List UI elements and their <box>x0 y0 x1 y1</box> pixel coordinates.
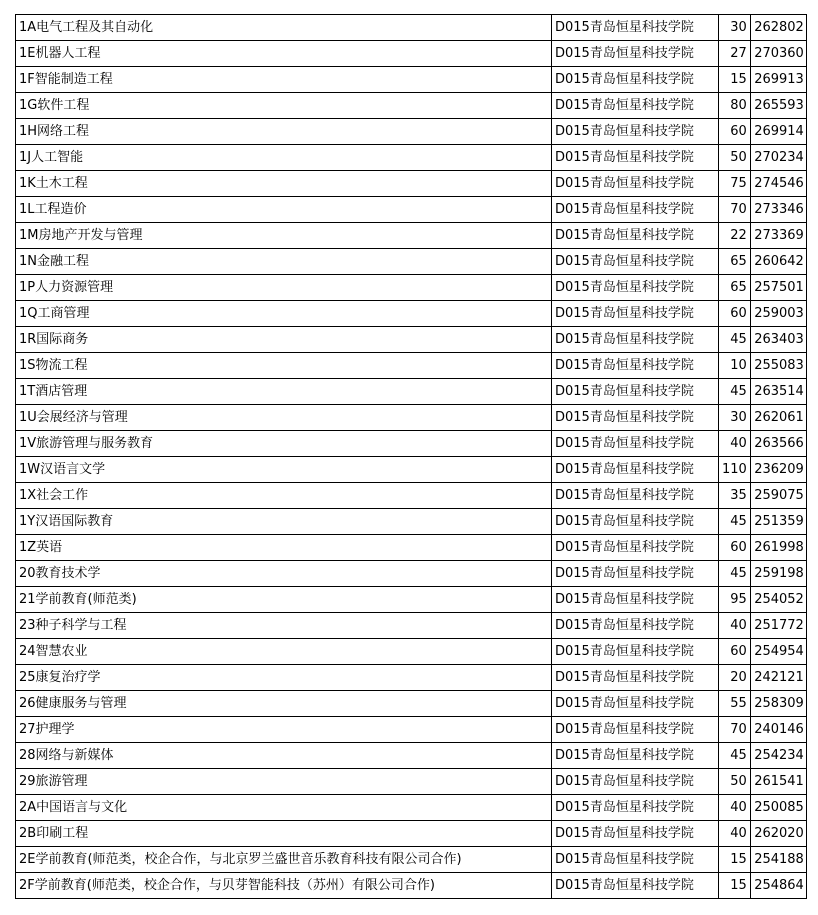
school-cell: D015青岛恒星科技学院 <box>552 691 719 717</box>
table-row <box>16 15 807 41</box>
rank-cell: 270360 <box>750 41 806 67</box>
table-row <box>16 873 807 899</box>
major-cell: 1M房地产开发与管理 <box>16 223 552 249</box>
table-row <box>16 587 807 613</box>
major-cell: 26健康服务与管理 <box>16 691 552 717</box>
rank-cell: 254864 <box>750 873 806 899</box>
table-row <box>16 691 807 717</box>
rank-cell: 273346 <box>750 197 806 223</box>
major-cell: 1S物流工程 <box>16 353 552 379</box>
school-cell: D015青岛恒星科技学院 <box>552 457 719 483</box>
school-cell: D015青岛恒星科技学院 <box>552 41 719 67</box>
major-cell: 23种子科学与工程 <box>16 613 552 639</box>
school-cell: D015青岛恒星科技学院 <box>552 639 719 665</box>
rank-cell: 251359 <box>750 509 806 535</box>
table-row <box>16 145 807 171</box>
table-row <box>16 301 807 327</box>
table-row <box>16 327 807 353</box>
rank-cell: 257501 <box>750 275 806 301</box>
plan-count-cell: 35 <box>719 483 751 509</box>
table-row <box>16 561 807 587</box>
major-cell: 1H网络工程 <box>16 119 552 145</box>
table-row <box>16 665 807 691</box>
plan-count-cell: 22 <box>719 223 751 249</box>
plan-count-cell: 95 <box>719 587 751 613</box>
major-cell: 1A电气工程及其自动化 <box>16 15 552 41</box>
table-row <box>16 353 807 379</box>
plan-count-cell: 110 <box>719 457 751 483</box>
rank-cell: 270234 <box>750 145 806 171</box>
major-cell: 2B印刷工程 <box>16 821 552 847</box>
plan-count-cell: 45 <box>719 743 751 769</box>
admission-table <box>15 14 807 899</box>
plan-count-cell: 30 <box>719 15 751 41</box>
rank-cell: 269914 <box>750 119 806 145</box>
table-row <box>16 431 807 457</box>
major-cell: 1T酒店管理 <box>16 379 552 405</box>
rank-cell: 258309 <box>750 691 806 717</box>
table-row <box>16 223 807 249</box>
school-cell: D015青岛恒星科技学院 <box>552 509 719 535</box>
plan-count-cell: 60 <box>719 119 751 145</box>
table-row <box>16 249 807 275</box>
school-cell: D015青岛恒星科技学院 <box>552 405 719 431</box>
school-cell: D015青岛恒星科技学院 <box>552 743 719 769</box>
major-cell: 1P人力资源管理 <box>16 275 552 301</box>
rank-cell: 259198 <box>750 561 806 587</box>
rank-cell: 240146 <box>750 717 806 743</box>
school-cell: D015青岛恒星科技学院 <box>552 795 719 821</box>
school-cell: D015青岛恒星科技学院 <box>552 561 719 587</box>
table-row <box>16 171 807 197</box>
school-cell: D015青岛恒星科技学院 <box>552 223 719 249</box>
plan-count-cell: 50 <box>719 145 751 171</box>
major-cell: 1L工程造价 <box>16 197 552 223</box>
table-row <box>16 769 807 795</box>
rank-cell: 263403 <box>750 327 806 353</box>
school-cell: D015青岛恒星科技学院 <box>552 327 719 353</box>
table-row <box>16 41 807 67</box>
table-row <box>16 275 807 301</box>
rank-cell: 254188 <box>750 847 806 873</box>
rank-cell: 262020 <box>750 821 806 847</box>
rank-cell: 236209 <box>750 457 806 483</box>
plan-count-cell: 45 <box>719 561 751 587</box>
plan-count-cell: 70 <box>719 197 751 223</box>
plan-count-cell: 15 <box>719 873 751 899</box>
plan-count-cell: 75 <box>719 171 751 197</box>
rank-cell: 250085 <box>750 795 806 821</box>
rank-cell: 259003 <box>750 301 806 327</box>
rank-cell: 262061 <box>750 405 806 431</box>
major-cell: 1E机器人工程 <box>16 41 552 67</box>
rank-cell: 269913 <box>750 67 806 93</box>
school-cell: D015青岛恒星科技学院 <box>552 353 719 379</box>
school-cell: D015青岛恒星科技学院 <box>552 535 719 561</box>
table-row <box>16 67 807 93</box>
school-cell: D015青岛恒星科技学院 <box>552 145 719 171</box>
table-row <box>16 821 807 847</box>
plan-count-cell: 45 <box>719 379 751 405</box>
major-cell: 1Q工商管理 <box>16 301 552 327</box>
table-row <box>16 197 807 223</box>
school-cell: D015青岛恒星科技学院 <box>552 431 719 457</box>
table-row <box>16 795 807 821</box>
school-cell: D015青岛恒星科技学院 <box>552 249 719 275</box>
major-cell: 1Z英语 <box>16 535 552 561</box>
plan-count-cell: 40 <box>719 613 751 639</box>
plan-count-cell: 27 <box>719 41 751 67</box>
major-cell: 1G软件工程 <box>16 93 552 119</box>
table-row <box>16 509 807 535</box>
table-row <box>16 405 807 431</box>
plan-count-cell: 65 <box>719 275 751 301</box>
rank-cell: 260642 <box>750 249 806 275</box>
rank-cell: 254234 <box>750 743 806 769</box>
rank-cell: 273369 <box>750 223 806 249</box>
major-cell: 21学前教育(师范类) <box>16 587 552 613</box>
table-body <box>16 15 807 899</box>
rank-cell: 251772 <box>750 613 806 639</box>
major-cell: 1X社会工作 <box>16 483 552 509</box>
table-row <box>16 379 807 405</box>
rank-cell: 259075 <box>750 483 806 509</box>
table-row <box>16 457 807 483</box>
table-row <box>16 93 807 119</box>
school-cell: D015青岛恒星科技学院 <box>552 171 719 197</box>
rank-cell: 261541 <box>750 769 806 795</box>
plan-count-cell: 40 <box>719 795 751 821</box>
table-row <box>16 743 807 769</box>
school-cell: D015青岛恒星科技学院 <box>552 119 719 145</box>
rank-cell: 263514 <box>750 379 806 405</box>
major-cell: 2A中国语言与文化 <box>16 795 552 821</box>
school-cell: D015青岛恒星科技学院 <box>552 821 719 847</box>
school-cell: D015青岛恒星科技学院 <box>552 67 719 93</box>
school-cell: D015青岛恒星科技学院 <box>552 379 719 405</box>
school-cell: D015青岛恒星科技学院 <box>552 197 719 223</box>
rank-cell: 274546 <box>750 171 806 197</box>
plan-count-cell: 20 <box>719 665 751 691</box>
plan-count-cell: 70 <box>719 717 751 743</box>
major-cell: 24智慧农业 <box>16 639 552 665</box>
plan-count-cell: 15 <box>719 67 751 93</box>
major-cell: 1W汉语言文学 <box>16 457 552 483</box>
major-cell: 1N金融工程 <box>16 249 552 275</box>
school-cell: D015青岛恒星科技学院 <box>552 587 719 613</box>
school-cell: D015青岛恒星科技学院 <box>552 769 719 795</box>
major-cell: 29旅游管理 <box>16 769 552 795</box>
school-cell: D015青岛恒星科技学院 <box>552 275 719 301</box>
plan-count-cell: 30 <box>719 405 751 431</box>
school-cell: D015青岛恒星科技学院 <box>552 15 719 41</box>
school-cell: D015青岛恒星科技学院 <box>552 301 719 327</box>
table-row <box>16 847 807 873</box>
table-row <box>16 535 807 561</box>
plan-count-cell: 15 <box>719 847 751 873</box>
major-cell: 27护理学 <box>16 717 552 743</box>
school-cell: D015青岛恒星科技学院 <box>552 717 719 743</box>
school-cell: D015青岛恒星科技学院 <box>552 873 719 899</box>
major-cell: 1U会展经济与管理 <box>16 405 552 431</box>
rank-cell: 255083 <box>750 353 806 379</box>
major-cell: 25康复治疗学 <box>16 665 552 691</box>
school-cell: D015青岛恒星科技学院 <box>552 847 719 873</box>
major-cell: 1V旅游管理与服务教育 <box>16 431 552 457</box>
plan-count-cell: 60 <box>719 301 751 327</box>
plan-count-cell: 10 <box>719 353 751 379</box>
plan-count-cell: 50 <box>719 769 751 795</box>
plan-count-cell: 65 <box>719 249 751 275</box>
rank-cell: 262802 <box>750 15 806 41</box>
plan-count-cell: 40 <box>719 431 751 457</box>
major-cell: 1F智能制造工程 <box>16 67 552 93</box>
school-cell: D015青岛恒星科技学院 <box>552 93 719 119</box>
table-row <box>16 119 807 145</box>
major-cell: 28网络与新媒体 <box>16 743 552 769</box>
plan-count-cell: 60 <box>719 639 751 665</box>
plan-count-cell: 60 <box>719 535 751 561</box>
rank-cell: 265593 <box>750 93 806 119</box>
table-row <box>16 613 807 639</box>
major-cell: 1J人工智能 <box>16 145 552 171</box>
major-cell: 1R国际商务 <box>16 327 552 353</box>
rank-cell: 254954 <box>750 639 806 665</box>
plan-count-cell: 45 <box>719 509 751 535</box>
table-row <box>16 483 807 509</box>
major-cell: 1Y汉语国际教育 <box>16 509 552 535</box>
rank-cell: 261998 <box>750 535 806 561</box>
major-cell: 20教育技术学 <box>16 561 552 587</box>
table-row <box>16 639 807 665</box>
major-cell: 2F学前教育(师范类，校企合作，与贝芽智能科技（苏州）有限公司合作) <box>16 873 552 899</box>
plan-count-cell: 55 <box>719 691 751 717</box>
rank-cell: 254052 <box>750 587 806 613</box>
rank-cell: 263566 <box>750 431 806 457</box>
school-cell: D015青岛恒星科技学院 <box>552 665 719 691</box>
plan-count-cell: 80 <box>719 93 751 119</box>
school-cell: D015青岛恒星科技学院 <box>552 483 719 509</box>
table-row <box>16 717 807 743</box>
plan-count-cell: 45 <box>719 327 751 353</box>
rank-cell: 242121 <box>750 665 806 691</box>
plan-count-cell: 40 <box>719 821 751 847</box>
school-cell: D015青岛恒星科技学院 <box>552 613 719 639</box>
major-cell: 1K土木工程 <box>16 171 552 197</box>
major-cell: 2E学前教育(师范类，校企合作，与北京罗兰盛世音乐教育科技有限公司合作) <box>16 847 552 873</box>
